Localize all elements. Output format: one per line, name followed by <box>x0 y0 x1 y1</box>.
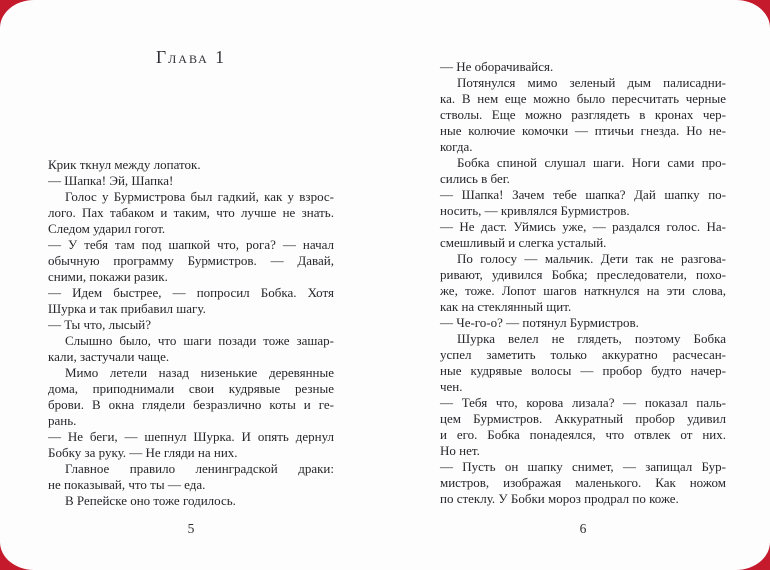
text-line: Бобка спиной слушал шаги. Ноги сами про- <box>457 155 726 170</box>
text-line: Голос у Бурмистрова был гадкий, как у взрос- <box>65 189 334 204</box>
text-line: сились в бег. <box>440 171 510 186</box>
text-line: Главное правило ленинградской драки: <box>65 461 334 476</box>
text-line: — Ты что, лысый? <box>48 317 152 332</box>
text-line: мистров, изображая маленького. Как ножом <box>440 475 726 490</box>
text-line: смешливый и слегка усталый. <box>440 235 607 250</box>
text-line: — Шапка! Зачем тебе шапка? Дай шапку по- <box>440 187 726 202</box>
text-line: кали, застучали чаще. <box>48 349 170 364</box>
text-line: как на стеклянный щит. <box>440 299 572 314</box>
text-line: цем Бурмистров. Аккуратный пробор удивил <box>440 411 726 426</box>
text-line: лого. Пах табаком и таким, что лучше не знать. <box>48 205 334 220</box>
text-line: — Че-го-о? — потянул Бурмистров. <box>440 315 639 330</box>
text-line: — Не беги, — шепнул Шурка. И опять дернул <box>48 429 334 444</box>
text-line: Бобку за руку. — Не гляди на них. <box>48 445 238 460</box>
text-line: Мимо летели назад низенькие деревянные <box>65 365 334 380</box>
left-page-text <box>48 157 334 509</box>
text-line: По голосу — мальчик. Дети так не разгова- <box>457 251 726 266</box>
text-line: ка. В нем еще можно было пересчитать черные <box>440 91 726 106</box>
text-line: брови. В окна глядели безразлично коты и ге- <box>48 397 334 412</box>
text-line: не показывай, что ты — еда. <box>48 477 206 492</box>
text-line: Шурка велел не глядеть, поэтому Бобка <box>457 331 726 346</box>
text-line: успел заметить только аккуратно расчесан- <box>440 347 726 362</box>
text-line: Слышно было, что шаги позади тоже зашар- <box>65 333 334 348</box>
text-line: — Идем быстрее, — попросил Бобка. Хотя <box>48 285 334 300</box>
right-page-text <box>440 59 726 507</box>
text-line: носить, — кривлялся Бурмистров. <box>440 203 630 218</box>
left-page-number: 5 <box>187 521 195 536</box>
text-line: чен. <box>440 379 463 394</box>
left-page[interactable] <box>48 46 334 509</box>
text-line: В Репейске оно тоже годилось. <box>65 493 236 508</box>
text-line: Следом ударил гогот. <box>48 221 166 236</box>
right-page[interactable] <box>440 59 726 507</box>
text-line: рань. <box>48 413 77 428</box>
right-page-number: 6 <box>579 521 587 536</box>
text-line: Потянулся мимо зеленый дым палисадни- <box>457 75 726 90</box>
text-line: — Тебя что, корова лизала? — показал паль- <box>440 395 726 410</box>
text-line: Крик ткнул между лопаток. <box>48 157 201 172</box>
text-line: — Шапка! Эй, Шапка! <box>48 173 174 188</box>
chapter-heading: Глава 1 <box>156 47 226 67</box>
text-line: — Не оборачивайся. <box>440 59 554 74</box>
text-line: ные колючие комочки — птичьи гнезда. Но не- <box>440 123 726 138</box>
text-line: сними, покажи разик. <box>48 269 168 284</box>
text-line: — Пусть он шапку снимет, — запищал Бур- <box>440 459 726 474</box>
text-line: дома, приподнимали свои кудрявые резные <box>48 381 334 396</box>
text-line: же, тоже. Лопот шагов наткнулся на эти слова, <box>440 283 726 298</box>
text-line: Но нет. <box>440 443 480 458</box>
text-line: обычную программу Бурмистров. — Давай, <box>48 253 334 268</box>
text-line: — Не даст. Уймись уже, — раздался голос. На- <box>440 219 726 234</box>
text-line: ривают, удивился Бобка; преследователи, похо- <box>440 267 726 282</box>
text-line: когда. <box>440 139 473 154</box>
text-line: и его. Бобка понадеялся, что отвлек от них. <box>440 427 726 442</box>
text-line: — У тебя там под шапкой что, рога? — начал <box>48 237 334 252</box>
text-line: стволы. Еще можно разглядеть в кронах чер- <box>440 107 726 122</box>
text-line: по стеклу. У Бобки мороз продрал по коже. <box>440 491 679 506</box>
text-line: Шурка и так прибавил шагу. <box>48 301 206 316</box>
text-line: ные кудрявые волосы — пробор будто начер- <box>440 363 726 378</box>
